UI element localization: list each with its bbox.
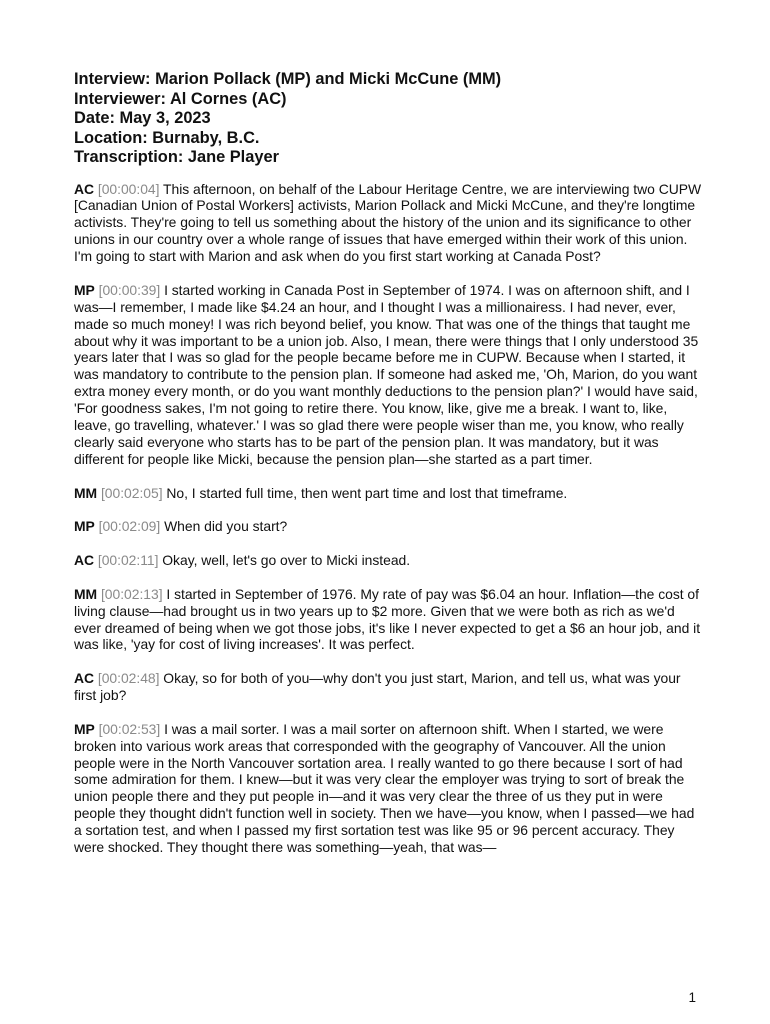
paragraph-text: This afternoon, on behalf of the Labour Heritage Centre, we are interviewing two CUPW [Canadian Union of Postal Workers] activists, Marion Pollack and Micki McCune, and they're longtime activists. They're going to tell us something about the history of the union and its significance to other unions in our country over a whole range of issues that have emerged within their work of this union. I'm going to start with Marion and ask when do you first start working at Canada Post? xyxy=(74,180,702,265)
paragraph-7 xyxy=(74,670,704,704)
paragraph-text: Okay, so for both of you—why don't you just start, Marion, and tell us, what was your first job? xyxy=(74,670,681,704)
speaker-label: MM xyxy=(74,484,98,501)
paragraph-2 xyxy=(74,282,704,468)
speaker-label: AC xyxy=(74,180,95,197)
transcript-header xyxy=(74,70,704,168)
timestamp: [00:00:04] xyxy=(97,180,160,197)
transcript-page xyxy=(74,70,704,873)
paragraph-3 xyxy=(74,485,704,502)
interview-title: Interview: Marion Pollack (MP) and Micki McCune (MM) xyxy=(74,70,502,88)
paragraph-5 xyxy=(74,552,704,569)
transcription-line: Transcription: Jane Player xyxy=(74,148,279,166)
interviewer-line: Interviewer: Al Cornes (AC) xyxy=(74,89,287,108)
paragraph-text: I started working in Canada Post in September of 1974. I was on afternoon shift, and I was—I remember, I made like $4.24 an hour, and I thought I was a millionairess. I had never, ever, made so much money! I was rich beyond belief, you know. That was one of the things that taught me about why it was important to be a union job. Also, I mean, there were things that I only understood 35 years later that I was so glad for the people became before me in CUPW. Because when I started, it was mandatory to contribute to the pension plan. If someone had asked me, 'Oh, Marion, do you want extra money every month, or do you want monthly deductions to the pension plan?' I would have said, 'For goodness sakes, I'm not going to retire there. You know, like, give me a break. I want to, like, leave, go travelling, whatever.' I was so glad there were people wiser than me, you know, who really clearly said everyone who starts has to be part of the pension plan. It was mandatory, but it was different for people like Micki, because the pension plan—she started as a part timer. xyxy=(74,281,699,467)
paragraph-text: I was a mail sorter. I was a mail sorter on afternoon shift. When I started, we were broken into various work areas that corresponded with the geography of Vancouver. All the union people were in the North Vancouver sortation area. I really wanted to go there because I sort of had some admiration for them. I knew—but it was very clear the employer was trying to sort of break the union people there and they put people in—and it was very clear the three of us they put in were people they thought didn't function well in society. Then we have—you know, when I passed—we had a sortation test, and when I passed my first sortation test was like 95 or 96 percent accuracy. They were shocked. They thought there was something—yeah, that was— xyxy=(74,720,695,856)
timestamp: [00:02:48] xyxy=(97,670,160,687)
timestamp: [00:02:11] xyxy=(97,552,159,568)
speaker-label: MP xyxy=(74,720,95,737)
timestamp: [00:00:39] xyxy=(98,281,161,298)
paragraph-4 xyxy=(74,518,704,535)
speaker-label: AC xyxy=(74,670,95,687)
paragraph-8 xyxy=(74,721,704,856)
speaker-label: MM xyxy=(74,585,98,602)
speaker-label: MP xyxy=(74,518,95,535)
timestamp: [00:02:05] xyxy=(100,484,163,501)
speaker-label: MP xyxy=(74,281,95,298)
paragraph-text: Okay, well, let's go over to Micki instead. xyxy=(158,552,411,568)
date-line: Date: May 3, 2023 xyxy=(74,109,211,127)
timestamp: [00:02:13] xyxy=(100,585,163,602)
paragraph-text: When did you start? xyxy=(160,518,288,535)
speaker-label: AC xyxy=(74,552,95,568)
paragraph-text: I started in September of 1976. My rate of pay was $6.04 an hour. Inflation—the cost of living clause—had brought us in two years up to $2 more. Given that we were both as rich as we'd ever dreamed of being when we got those jobs, it's like I never expected to get a $6 an hour job, and it was like, 'yay for cost of living increases'. It was perfect. xyxy=(74,585,701,653)
paragraph-1 xyxy=(74,181,704,266)
page-number: 1 xyxy=(688,990,696,1005)
location-line: Location: Burnaby, B.C. xyxy=(74,128,260,147)
paragraph-6 xyxy=(74,586,704,654)
paragraph-text: No, I started full time, then went part time and lost that timeframe. xyxy=(162,484,568,501)
transcript-body xyxy=(74,181,704,856)
timestamp: [00:02:53] xyxy=(98,720,161,737)
timestamp: [00:02:09] xyxy=(98,518,161,535)
